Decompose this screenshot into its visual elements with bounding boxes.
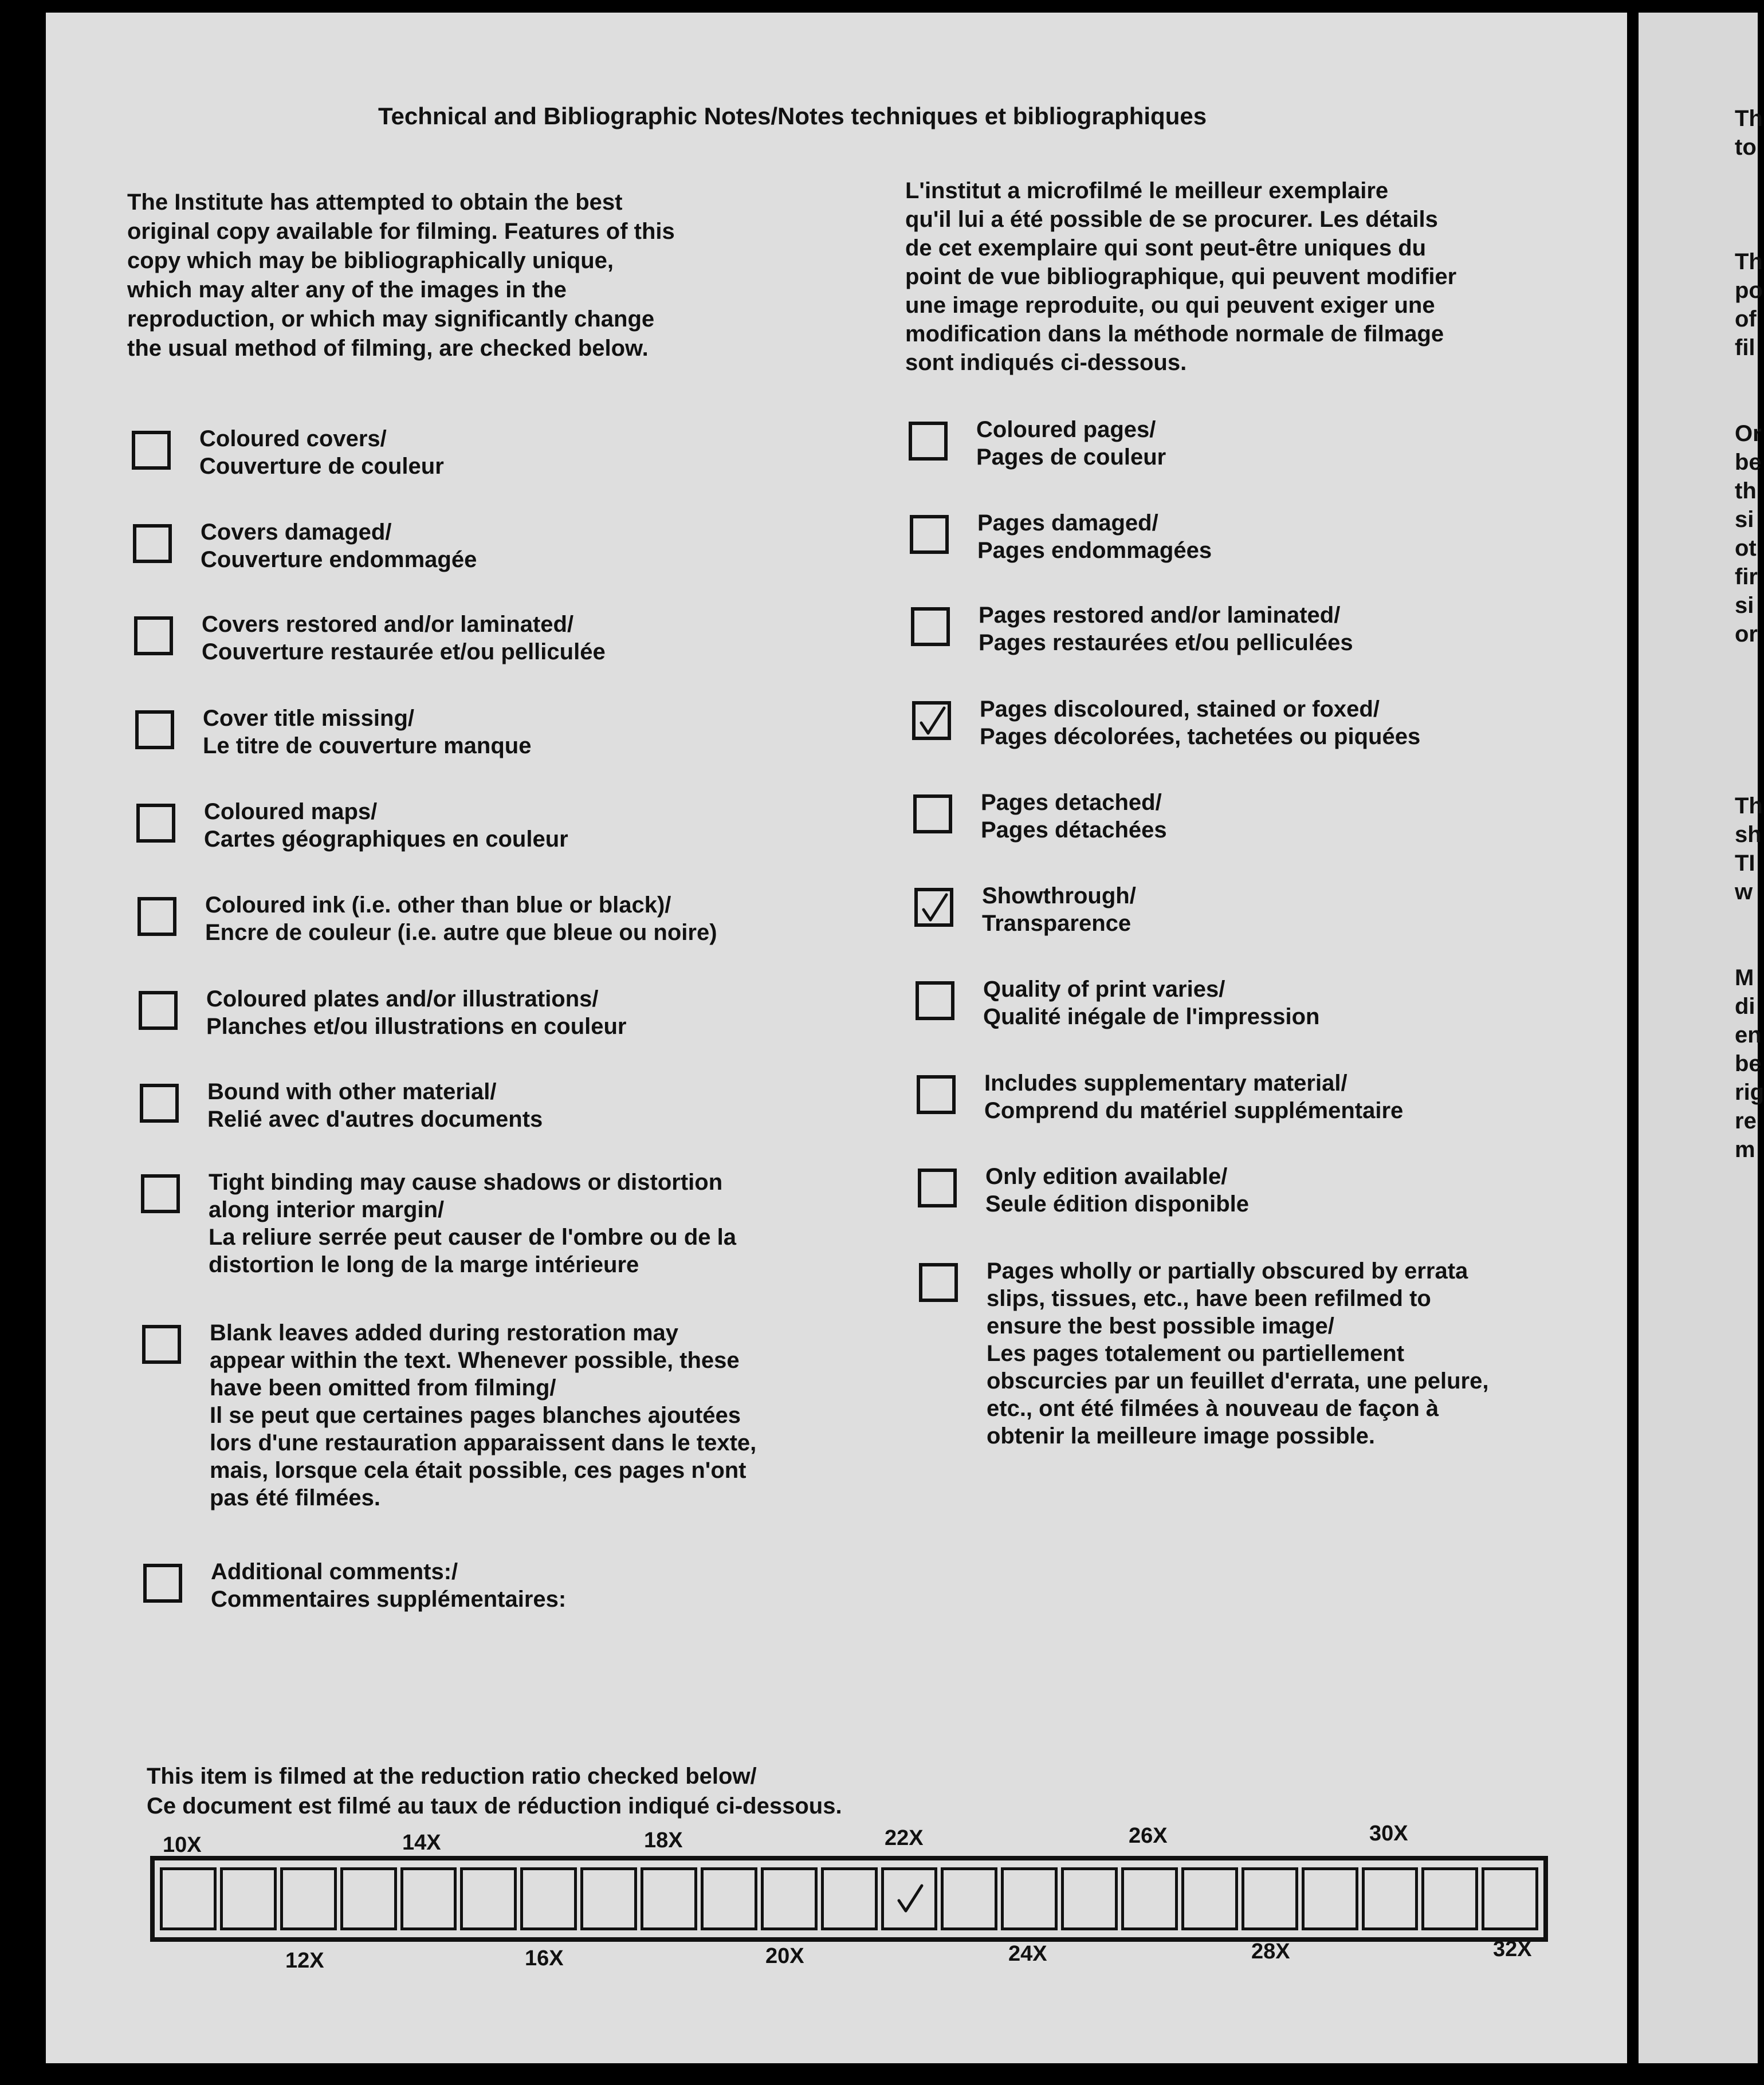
right-item-label-9: Pages wholly or partially obscured by errata slips, tissues, etc., have been refilmed to ensure the best possible image/ Les pages totalement ou partiellement obscurcies par un feuillet d'errata, une pelure, etc., ont été filmées à nouveau de façon à obtenir la meilleure image possible.: [987, 1258, 1489, 1449]
adjacent-page-text: Th to Th po of fil Or be th si ot fir si or Th sh TI w M di en be rig re m: [1735, 106, 1764, 1162]
adjacent-page-edge: [1639, 13, 1764, 2063]
ratio-cell-15[interactable]: [1061, 1867, 1118, 1930]
right-checkbox-8[interactable]: [918, 1169, 957, 1207]
right-checkbox-3[interactable]: [912, 701, 951, 740]
ratio-cell-9[interactable]: [701, 1867, 757, 1930]
ratio-cell-14[interactable]: [1001, 1867, 1058, 1930]
right-item-label-7: Includes supplementary material/ Comprend du matériel supplémentaire: [984, 1071, 1404, 1123]
ratio-cell-3[interactable]: [340, 1867, 397, 1930]
intro-english: The Institute has attempted to obtain the best original copy available for filming. Features of this copy which may be bibliographically unique, which may alter any of the images in the reproduction, or which may significantly change the usual method of filming, are checked below.: [127, 190, 675, 361]
ratio-label-bottom-1: 16X: [525, 1946, 564, 1970]
left-item-label-1: Covers damaged/ Couverture endommagée: [201, 520, 477, 572]
left-item-label-9: Blank leaves added during restoration may appear within the text. Whenever possible, these have been omitted from filming/ Il se peut que certaines pages blanches ajoutées lors d'une restauration apparaissent dans le texte, mais, lorsque cela était possible, ces pages n'ont pas été filmées.: [210, 1320, 757, 1510]
right-checkbox-4[interactable]: [913, 794, 952, 833]
ratio-label-top-5: 30X: [1369, 1822, 1408, 1846]
left-item-label-6: Coloured plates and/or illustrations/ Planches et/ou illustrations en couleur: [206, 986, 627, 1039]
ratio-label-bottom-3: 24X: [1008, 1942, 1047, 1966]
checkmark-icon: [895, 1882, 924, 1916]
ratio-label-top-0: 10X: [163, 1833, 202, 1857]
left-checkbox-4[interactable]: [136, 804, 175, 843]
left-item-label-0: Coloured covers/ Couverture de couleur: [199, 426, 444, 479]
ratio-label-top-4: 26X: [1129, 1824, 1168, 1848]
right-checkbox-1[interactable]: [910, 515, 949, 554]
left-item-label-4: Coloured maps/ Cartes géographiques en couleur: [204, 799, 568, 852]
ratio-label-bottom-0: 12X: [285, 1949, 324, 1973]
left-checkbox-1[interactable]: [133, 524, 172, 563]
left-item-label-2: Covers restored and/or laminated/ Couverture restaurée et/ou pelliculée: [202, 612, 606, 664]
right-checkbox-9[interactable]: [919, 1263, 958, 1302]
ratio-cell-17[interactable]: [1181, 1867, 1238, 1930]
ratio-cell-0[interactable]: [160, 1867, 217, 1930]
ratio-cell-1[interactable]: [220, 1867, 277, 1930]
ratio-label-top-2: 18X: [644, 1828, 683, 1852]
ratio-label-bottom-4: 28X: [1251, 1940, 1290, 1964]
left-checkbox-2[interactable]: [134, 616, 173, 655]
right-checkbox-7[interactable]: [917, 1075, 956, 1114]
left-item-label-8: Tight binding may cause shadows or distortion along interior margin/ La reliure serrée peut causer de l'ombre ou de la distortion le long de la marge intérieure: [209, 1170, 736, 1277]
ratio-cell-22[interactable]: [1482, 1867, 1538, 1930]
left-item-label-5: Coloured ink (i.e. other than blue or black)/ Encre de couleur (i.e. autre que bleue ou noire): [205, 892, 717, 945]
right-checkbox-2[interactable]: [911, 607, 950, 646]
ratio-cell-11[interactable]: [821, 1867, 878, 1930]
ratio-cell-20[interactable]: [1362, 1867, 1419, 1930]
right-checkbox-0[interactable]: [909, 422, 948, 461]
right-item-label-2: Pages restored and/or laminated/ Pages restaurées et/ou pelliculées: [979, 603, 1353, 655]
ratio-label-top-3: 22X: [885, 1826, 924, 1850]
ratio-label-bottom-2: 20X: [765, 1944, 804, 1968]
left-checkbox-7[interactable]: [140, 1084, 179, 1123]
ratio-cell-13[interactable]: [941, 1867, 997, 1930]
left-item-label-7: Bound with other material/ Relié avec d'autres documents: [207, 1079, 543, 1132]
ratio-cell-2[interactable]: [280, 1867, 337, 1930]
ratio-cell-10[interactable]: [761, 1867, 818, 1930]
ratio-label-bottom-5: 32X: [1493, 1937, 1532, 1961]
left-checkbox-0[interactable]: [132, 431, 171, 470]
left-checkbox-6[interactable]: [139, 991, 178, 1030]
right-item-label-6: Quality of print varies/ Qualité inégale de l'impression: [983, 977, 1320, 1029]
right-checkbox-5[interactable]: [914, 888, 953, 927]
ratio-cell-12[interactable]: [881, 1867, 938, 1930]
left-checkbox-8[interactable]: [141, 1174, 180, 1213]
page-title: Technical and Bibliographic Notes/Notes techniques et bibliographiques: [378, 103, 1207, 129]
ratio-cell-19[interactable]: [1302, 1867, 1358, 1930]
ratio-cell-4[interactable]: [400, 1867, 457, 1930]
ratio-cell-18[interactable]: [1242, 1867, 1298, 1930]
intro-french: L'institut a microfilmé le meilleur exemplaire qu'il lui a été possible de se procurer. Les détails de cet exemplaire qui sont peut-être uniques du point de vue bibliographique, qui peuvent modifier une image reproduite, ou qui peuvent exiger une modification dans la méthode normale de filmage sont indiqués ci-dessous.: [905, 178, 1457, 375]
right-item-label-1: Pages damaged/ Pages endommagées: [977, 510, 1212, 563]
left-checkbox-3[interactable]: [135, 710, 174, 749]
reduction-ratio-caption: This item is filmed at the reduction ratio checked below/ Ce document est filmé au taux de réduction indiqué ci-dessous.: [147, 1764, 842, 1819]
checkmark-icon: [918, 706, 946, 737]
ratio-cell-6[interactable]: [520, 1867, 577, 1930]
ratio-label-top-1: 14X: [402, 1831, 441, 1855]
right-item-label-4: Pages detached/ Pages détachées: [981, 790, 1167, 843]
right-checkbox-6[interactable]: [916, 981, 954, 1020]
ratio-cell-5[interactable]: [460, 1867, 517, 1930]
left-checkbox-9[interactable]: [142, 1325, 181, 1364]
reduction-ratio-bar: [150, 1856, 1548, 1942]
right-item-label-0: Coloured pages/ Pages de couleur: [976, 417, 1166, 470]
right-item-label-8: Only edition available/ Seule édition disponible: [985, 1164, 1250, 1217]
left-checkbox-5[interactable]: [137, 897, 176, 936]
right-item-label-3: Pages discoloured, stained or foxed/ Pages décolorées, tachetées ou piquées: [980, 697, 1421, 749]
ratio-cell-8[interactable]: [641, 1867, 697, 1930]
ratio-cell-16[interactable]: [1121, 1867, 1178, 1930]
left-item-label-10: Additional comments:/ Commentaires supplémentaires:: [211, 1559, 567, 1612]
checkmark-icon: [920, 892, 949, 923]
left-checkbox-10[interactable]: [143, 1564, 182, 1603]
right-item-label-5: Showthrough/ Transparence: [982, 883, 1136, 936]
ratio-cell-21[interactable]: [1421, 1867, 1478, 1930]
left-item-label-3: Cover title missing/ Le titre de couverture manque: [203, 706, 532, 758]
ratio-cell-7[interactable]: [580, 1867, 637, 1930]
